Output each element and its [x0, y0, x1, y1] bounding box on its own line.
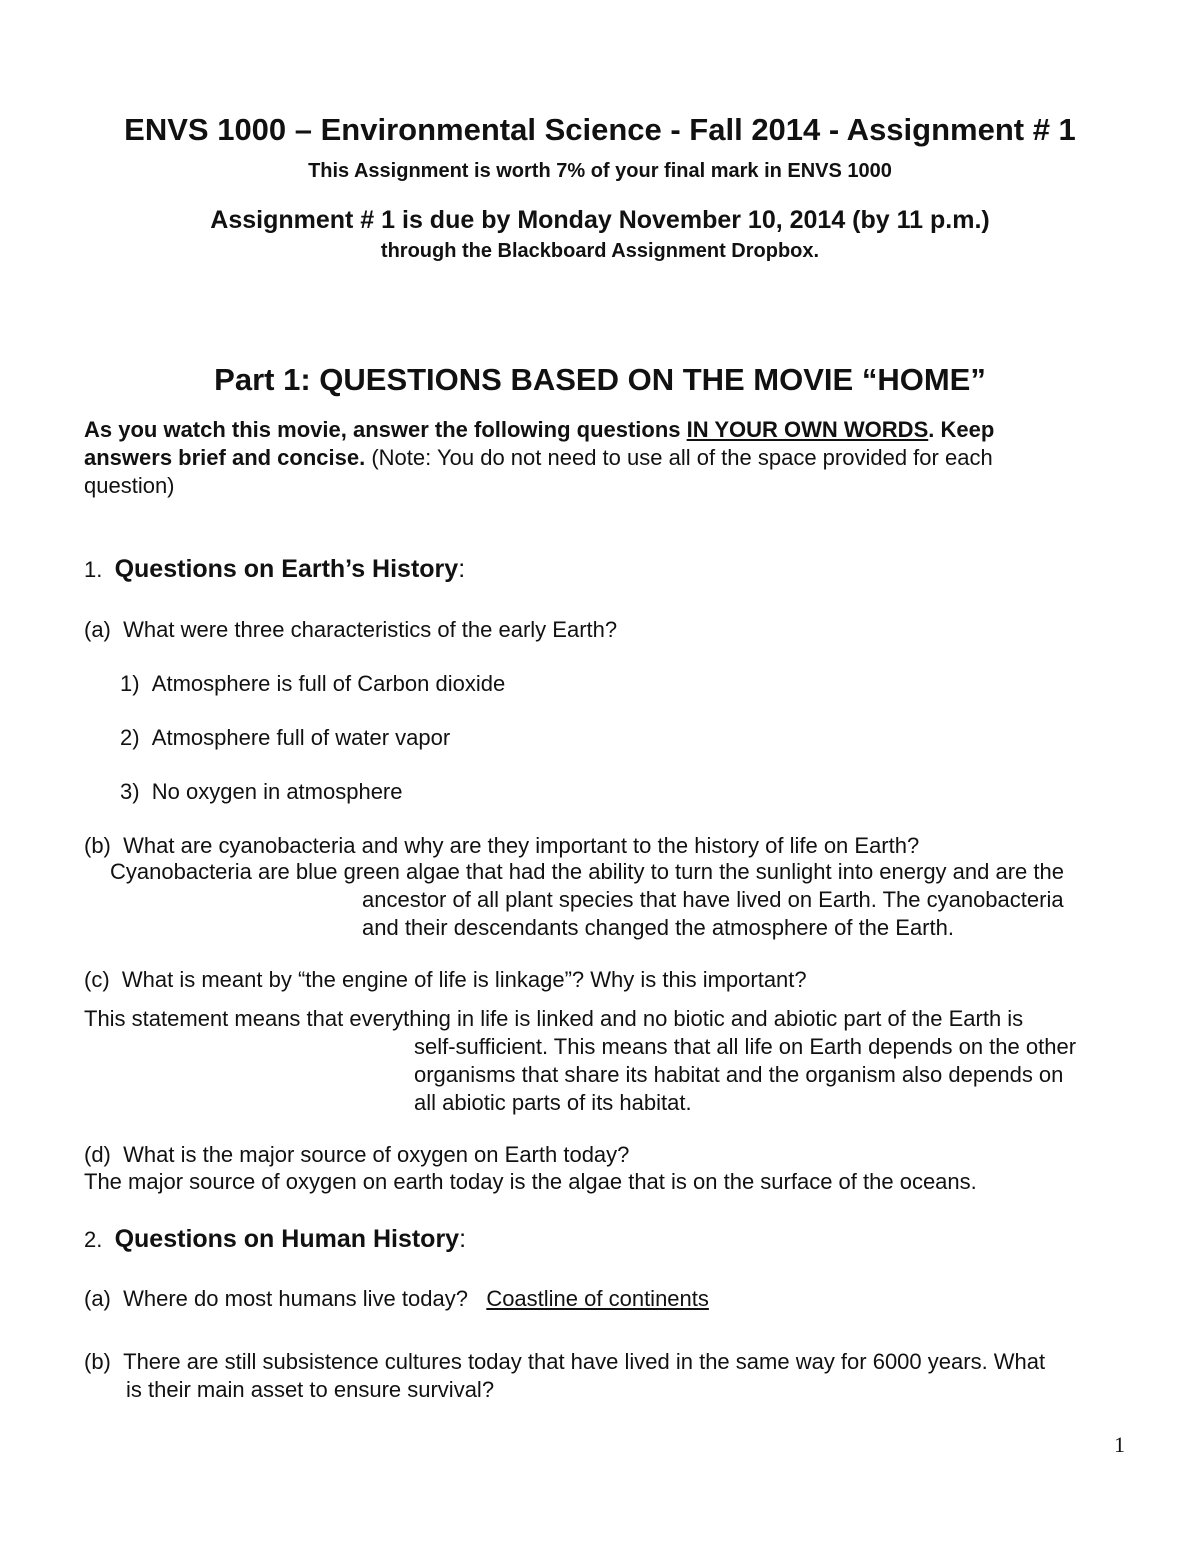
intro-bold-a: As you watch this movie, answer the following questions: [84, 417, 687, 442]
list-number: 3): [120, 779, 140, 804]
list-item-text: No oxygen in atmosphere: [151, 779, 403, 804]
answer-1b-line1: Cyanobacteria are blue green algae that had the ability to turn the sunlight into energy and are the: [110, 859, 1064, 884]
answer-2a: Coastline of continents: [486, 1286, 709, 1311]
q2b-label: (b): [84, 1349, 111, 1374]
answer-1a-2: [120, 724, 450, 752]
assignment-worth: This Assignment is worth 7% of your final mark in ENVS 1000: [308, 160, 892, 182]
question-1a: [84, 616, 617, 644]
assignment-title: ENVS 1000 – Environmental Science - Fall 2014 - Assignment # 1: [124, 112, 1076, 147]
section2-title: Questions on Human History: [114, 1225, 460, 1253]
answer-1c-line3: organisms that share its habitat and the organism also depends on: [414, 1062, 1064, 1087]
part1-intro-line3: question): [84, 473, 175, 498]
intro-bold-c: answers brief and concise.: [84, 445, 366, 470]
section1-title: Questions on Earth’s History: [114, 555, 459, 583]
intro-note: (Note: You do not need to use all of the space provided for each: [365, 445, 993, 470]
section2-number: 2.: [84, 1227, 103, 1252]
question-1d: [84, 1141, 629, 1169]
part1-intro-line2: [84, 444, 993, 472]
list-number: 2): [120, 725, 140, 750]
question-1b: [84, 832, 919, 860]
q1d-text: What is the major source of oxygen on Earth today?: [123, 1142, 630, 1167]
answer-1c-line2: self-sufficient. This means that all life on Earth depends on the other: [414, 1034, 1077, 1059]
intro-own-words: IN YOUR OWN WORDS: [686, 417, 929, 442]
q2a-label: (a): [84, 1286, 111, 1311]
list-item-text: Atmosphere full of water vapor: [151, 725, 451, 750]
answer-1d: The major source of oxygen on earth today is the algae that is on the surface of the oceans.: [84, 1169, 977, 1194]
q1b-text: What are cyanobacteria and why are they important to the history of life on Earth?: [123, 833, 920, 858]
q1b-label: (b): [84, 833, 111, 858]
q1c-label: (c): [84, 967, 110, 992]
q2b-text-line1: There are still subsistence cultures today that have lived in the same way for 6000 years. What: [123, 1349, 1046, 1374]
list-number: 1): [120, 671, 140, 696]
question-2b-line2: is their main asset to ensure survival?: [126, 1377, 495, 1402]
section1-heading: [84, 552, 465, 587]
answer-1a-1: [120, 670, 505, 698]
q1c-text: What is meant by “the engine of life is linkage”? Why is this important?: [121, 967, 807, 992]
list-item-text: Atmosphere is full of Carbon dioxide: [151, 671, 506, 696]
answer-1b-line2: ancestor of all plant species that have lived on Earth. The cyanobacteria: [362, 887, 1064, 912]
answer-1c-line1: This statement means that everything in life is linked and no biotic and abiotic part of the Earth is: [84, 1006, 1024, 1031]
q1a-label: (a): [84, 617, 111, 642]
intro-bold-b: . Keep: [928, 417, 995, 442]
part1-title: Part 1: QUESTIONS BASED ON THE MOVIE “HOME”: [214, 362, 986, 397]
section2-colon: :: [459, 1225, 467, 1253]
section1-colon: :: [458, 555, 466, 583]
submission-method: through the Blackboard Assignment Dropbox.: [380, 240, 820, 262]
section1-number: 1.: [84, 557, 103, 582]
q1d-label: (d): [84, 1142, 111, 1167]
answer-1b-line3: and their descendants changed the atmosphere of the Earth.: [362, 915, 954, 940]
answer-1c-line4: all abiotic parts of its habitat.: [414, 1090, 692, 1115]
q1a-text: What were three characteristics of the early Earth?: [123, 617, 618, 642]
part1-intro-line1: [84, 416, 994, 444]
question-2a: [84, 1285, 709, 1313]
question-1c: [84, 966, 807, 994]
answer-1a-3: [120, 778, 403, 806]
section2-heading: [84, 1222, 466, 1257]
assignment-due-date: Assignment # 1 is due by Monday November 10, 2014 (by 11 p.m.): [210, 206, 990, 234]
page-number: 1: [1114, 1432, 1125, 1457]
question-2b-line1: [84, 1348, 1045, 1376]
q2a-text: Where do most humans live today?: [123, 1286, 468, 1311]
